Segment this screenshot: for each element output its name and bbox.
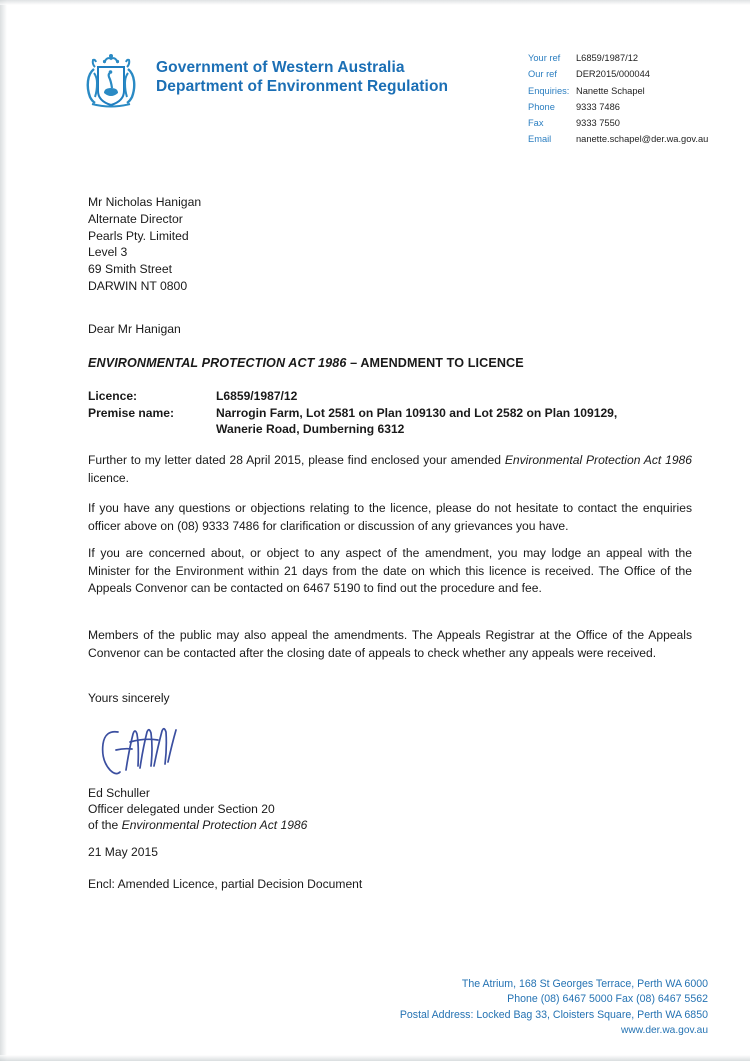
paragraph-public-appeals: Members of the public may also appeal the amendments. The Appeals Registrar at the Office of the Appeals Convenor can be contacted after the closing date of appeals to check whether any appeals were received. (88, 628, 692, 660)
closing-line: Yours sincerely (88, 691, 170, 705)
premise-value (216, 405, 688, 438)
signatory-act-title: Environmental Protection Act 1986 (121, 817, 308, 832)
licence-details (88, 388, 688, 438)
email-label: Email (528, 134, 552, 145)
our-ref-value: DER2015/000044 (576, 69, 650, 80)
our-ref-row (528, 66, 708, 82)
paragraph-enclosure (88, 452, 692, 487)
recipient-city: DARWIN NT 0800 (88, 278, 188, 293)
salutation: Dear Mr Hanigan (88, 322, 181, 336)
paragraph-appeal-rights: If you are concerned about, or object to any aspect of the amendment, you may lodge an appeal with the Minister for the Environment within 21 days from the date on which this licence is received. The Office of the Appeals Convenor can be contacted on 6467 5190 to find out the procedure and fee. (88, 546, 692, 596)
department-name: Department of Environment Regulation (156, 78, 449, 95)
recipient-level: Level 3 (88, 245, 128, 260)
fax-label: Fax (528, 118, 544, 129)
recipient-company: Pearls Pty. Limited (88, 228, 189, 243)
paragraph-enquiries: If you have any questions or objections relating to the licence, please do not hesitate to contact the enquiries officer above on (08) 9333 7486 for clarification or discussion of any grievances you have. (88, 501, 692, 533)
scan-edge-left (0, 0, 7, 1061)
our-ref-label: Our ref (528, 69, 557, 80)
email-row (528, 131, 708, 147)
premise-value-line2: Wanerie Road, Dumberning 6312 (216, 422, 405, 437)
recipient-street: 69 Smith Street (88, 262, 172, 277)
enquiries-value: Nanette Schapel (576, 85, 645, 96)
signatory-authority (88, 818, 307, 834)
licence-row (88, 388, 688, 405)
government-name: Government of Western Australia (156, 59, 405, 77)
paragraph-1-after: licence. (88, 470, 130, 485)
signatory-block (88, 786, 307, 833)
footer-website[interactable]: www.der.wa.gov.au (620, 1025, 708, 1037)
phone-row (528, 99, 708, 115)
letterhead (78, 47, 448, 109)
recipient-name: Mr Nicholas Hanigan (88, 195, 202, 209)
footer-address: The Atrium, 168 St Georges Terrace, Perth WA 6000 (461, 977, 708, 990)
phone-label: Phone (528, 101, 555, 112)
enquiries-label: Enquiries: (528, 85, 570, 96)
phone-value: 9333 7486 (576, 101, 620, 112)
footer-postal-address: Postal Address: Locked Bag 33, Cloisters Square, Perth WA 6850 (399, 1008, 708, 1021)
premise-label: Premise name: (88, 405, 175, 420)
wa-coat-of-arms-icon (78, 47, 144, 109)
signatory-role: Officer delegated under Section 20 (88, 801, 275, 816)
subject-heading (88, 356, 524, 370)
your-ref-value: L6859/1987/12 (576, 53, 639, 63)
fax-value: 9333 7550 (576, 118, 620, 129)
footer-phone-fax: Phone (08) 6467 5000 Fax (08) 6467 5562 (507, 993, 708, 1006)
recipient-address (88, 194, 201, 295)
your-ref-row (528, 50, 708, 66)
email-value: nanette.schapel@der.wa.gov.au (576, 134, 709, 145)
fax-row (528, 115, 708, 131)
signatory-name: Ed Schuller (88, 786, 150, 800)
signatory-role-prefix: of the (88, 817, 122, 832)
your-ref-label: Your ref (528, 53, 561, 63)
scan-edge-top (0, 0, 750, 5)
paragraph-1-before: Further to my letter dated 28 April 2015, please find enclosed your amended (88, 453, 505, 467)
handwritten-signature (96, 722, 206, 784)
recipient-title: Alternate Director (88, 211, 183, 226)
page-footer (400, 977, 708, 1039)
licence-label: Licence: (88, 389, 138, 403)
reference-block (528, 50, 708, 148)
premise-value-line1: Narrogin Farm, Lot 2581 on Plan 109130 and Lot 2582 on Plan 109129, (216, 405, 618, 420)
enclosure-note: Encl: Amended Licence, partial Decision Document (88, 877, 363, 891)
enquiries-row (528, 83, 708, 99)
letter-date: 21 May 2015 (88, 845, 158, 859)
subject-act-title: ENVIRONMENTAL PROTECTION ACT 1986 (88, 356, 347, 370)
government-wordmark (156, 59, 448, 97)
licence-value: L6859/1987/12 (216, 389, 298, 403)
premise-row (88, 405, 688, 438)
paragraph-1-act-title: Environmental Protection Act 1986 (504, 453, 693, 467)
scan-edge-bottom (0, 1055, 750, 1061)
subject-suffix: – AMENDMENT TO LICENCE (346, 356, 524, 370)
